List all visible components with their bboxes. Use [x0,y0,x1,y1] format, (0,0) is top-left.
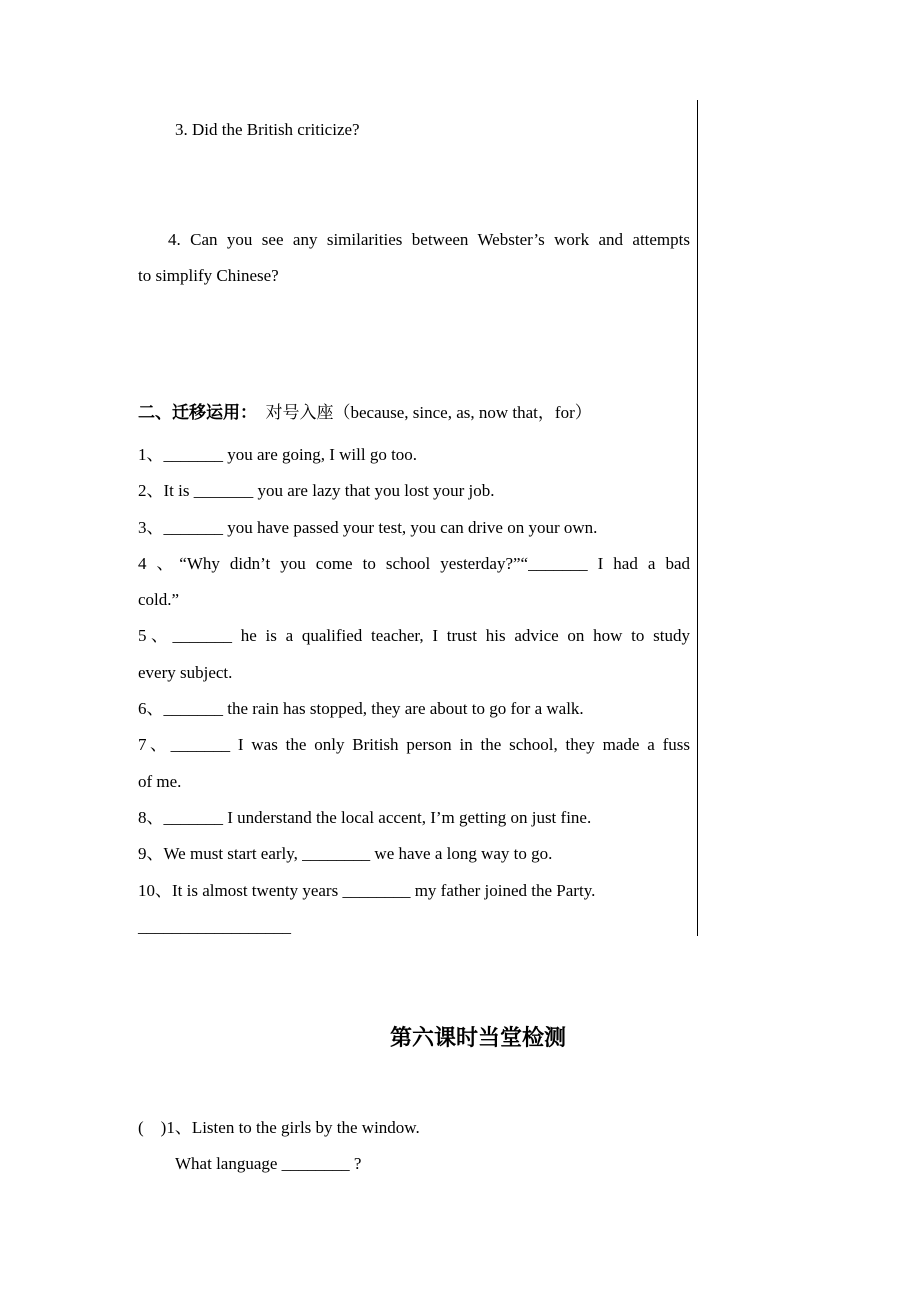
answer-underline: __________________ [138,916,291,936]
reading-question-3: 3. Did the British criticize? [175,120,360,139]
exercise-item-3: 3、_______ you have passed your test, you can drive on your own. [138,517,598,537]
reading-question-4-line1: 4. Can you see any similarities between Webster’s work and attempts [168,230,690,249]
test-question-1-line1: ( )1、Listen to the girls by the window. [138,1118,420,1137]
exercise-list [138,437,690,945]
section-2-instruction: 对号入座（because, since, as, now that，for） [257,403,592,422]
exercise-item-5-cont: every subject. [138,662,233,682]
section-2-heading [138,395,592,431]
exercise-item-10: 10、It is almost twenty years ________ my father joined the Party. [138,880,596,900]
exercise-item-2: 2、It is _______ you are lazy that you lost your job. [138,481,495,501]
test-question-1 [138,1110,698,1183]
test-question-1-line2: What language ________ ? [175,1154,362,1174]
table-column-border [697,100,698,936]
exercise-item-4: 4 、“Why didn’t you come to school yesterday?”“_______ I had a bad [138,553,690,573]
exercise-item-9: 9、We must start early, ________ we have a long way to go. [138,844,553,864]
section-2-title: 二、迁移运用： [138,403,257,422]
exercise-item-8: 8、_______ I understand the local accent, I’m getting on just fine. [138,807,592,827]
reading-question-4-line2: to simplify Chinese? [138,266,279,285]
exercise-item-7-cont: of me. [138,771,182,791]
exercise-item-1: 1、_______ you are going, I will go too. [138,445,418,464]
exercise-item-6: 6、_______ the rain has stopped, they are about to go for a walk. [138,699,584,719]
exercise-item-5: 5、_______ he is a qualified teacher, I trust his advice on how to study [138,626,690,646]
lesson-6-heading: 第六课时当堂检测 [389,1025,566,1050]
exercise-item-7: 7、_______ I was the only British person in the school, they made a fuss [138,735,690,755]
exercise-item-4-cont: cold.” [138,590,180,610]
